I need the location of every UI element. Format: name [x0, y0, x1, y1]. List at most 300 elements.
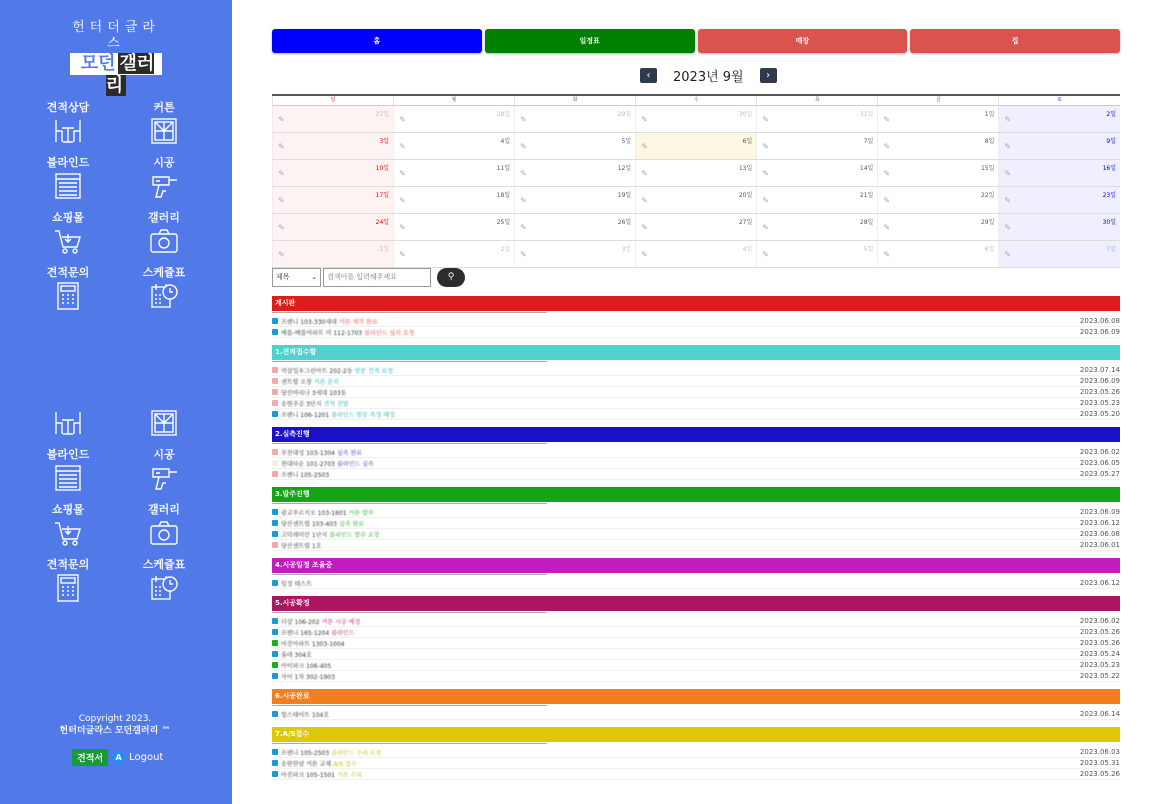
post-title-text: 일정 테스트	[281, 580, 312, 588]
pencil-icon[interactable]: ✎	[762, 196, 769, 205]
pencil-icon[interactable]: ✎	[399, 223, 406, 232]
sidebar-menu-item[interactable]	[28, 156, 108, 201]
post-row[interactable]	[272, 365, 1120, 376]
calendar-day-cell[interactable]	[757, 106, 878, 133]
section-header[interactable]: 6.시공완료	[272, 689, 1120, 704]
post-title-text: 당산센트럴 103-403	[281, 520, 337, 528]
pencil-icon[interactable]: ✎	[399, 142, 406, 151]
pencil-icon[interactable]: ✎	[520, 196, 527, 205]
nav-house-button[interactable]: 집	[910, 29, 1120, 53]
post-date: 2023.06.08	[1079, 317, 1120, 325]
sidebar-menu-label: 견적문의	[46, 558, 90, 571]
post-row[interactable]	[272, 578, 1120, 589]
post-title[interactable]	[281, 628, 1075, 637]
pencil-icon[interactable]: ✎	[641, 169, 648, 178]
search-icon: ⚲	[447, 272, 455, 282]
post-bullet-icon	[272, 771, 278, 777]
post-tag: 커튼 문의	[313, 378, 339, 386]
calendar-day-cell[interactable]	[636, 133, 757, 160]
post-title[interactable]	[281, 770, 1075, 779]
post-title-text: 롯데 304호	[281, 651, 312, 659]
pencil-icon[interactable]: ✎	[278, 142, 285, 151]
post-row[interactable]	[272, 387, 1120, 398]
pencil-icon[interactable]: ✎	[399, 250, 406, 259]
calendar-header	[640, 66, 777, 85]
nav-schedule-button[interactable]: 일정표	[485, 29, 695, 53]
window-icon	[124, 116, 204, 146]
pencil-icon[interactable]: ✎	[883, 169, 891, 178]
calendar-day-cell[interactable]	[636, 241, 757, 268]
post-bullet-icon	[272, 618, 278, 624]
sidebar-menu-label: 견적상담	[46, 101, 90, 114]
post-date: 2023.06.02	[1079, 617, 1120, 625]
day-number: 1일	[984, 111, 995, 118]
day-number: 3일	[621, 246, 632, 253]
post-title[interactable]	[281, 710, 1075, 719]
post-title[interactable]	[281, 508, 1075, 517]
calendar-day-cell[interactable]	[394, 187, 515, 214]
calculator-icon	[28, 573, 108, 603]
day-number: 27일	[375, 111, 390, 118]
post-bullet-icon	[272, 471, 278, 477]
post-date: 2023.05.23	[1079, 661, 1120, 669]
post-tag: 커튼 수리	[336, 771, 363, 779]
pencil-icon[interactable]: ✎	[762, 142, 769, 151]
post-tag: 실측 완료	[338, 520, 365, 528]
post-row[interactable]	[272, 616, 1120, 627]
day-number: 25일	[496, 219, 511, 226]
post-date: 2023.05.26	[1079, 639, 1120, 647]
post-bullet-icon	[272, 389, 278, 395]
post-row[interactable]	[272, 769, 1120, 780]
post-row[interactable]	[272, 398, 1120, 409]
post-tag: 실측 완료	[336, 449, 363, 457]
post-tag: 견적 전달	[323, 400, 349, 408]
post-bullet-icon	[272, 749, 278, 755]
calendar-day-cell[interactable]	[999, 187, 1120, 214]
post-row[interactable]	[272, 458, 1120, 469]
post-title-text: 프렌니 165-1204	[281, 629, 330, 637]
search-input[interactable]: 검색어를 입력해주세요	[323, 268, 431, 287]
post-title[interactable]	[281, 650, 1075, 659]
sidebar-menu-label: 커튼	[153, 101, 175, 114]
post-bullet-icon	[272, 400, 278, 406]
calendar-day-cell[interactable]	[394, 241, 515, 268]
calculator-icon	[28, 281, 108, 311]
calendar-day-cell[interactable]	[636, 214, 757, 241]
pencil-icon[interactable]: ✎	[1004, 196, 1012, 205]
sidebar-menu-item[interactable]	[28, 266, 108, 311]
calendar-day-cell[interactable]	[515, 106, 636, 133]
post-title-text: 송현한양 커튼 교체	[281, 760, 332, 768]
post-title[interactable]	[281, 377, 1075, 386]
post-row[interactable]	[272, 540, 1120, 551]
calendar-day-cell[interactable]	[757, 241, 878, 268]
post-title[interactable]	[281, 759, 1075, 768]
pencil-icon[interactable]: ✎	[883, 142, 891, 151]
logo[interactable]	[70, 20, 162, 95]
logout-link[interactable]: Logout	[129, 752, 164, 763]
day-number: 12일	[617, 165, 632, 172]
calendar-day-cell[interactable]	[999, 160, 1120, 187]
day-number: 2일	[1106, 111, 1116, 118]
post-board	[272, 296, 1120, 787]
sidebar-menu-item[interactable]	[28, 211, 108, 256]
blind-icon	[28, 171, 108, 201]
post-bullet-icon	[272, 629, 278, 635]
post-bullet-icon	[272, 318, 278, 324]
post-title-text: 역삼일우그린아트 202-2동	[281, 367, 353, 375]
post-title-text: 더샵 106-202	[281, 618, 320, 626]
section-header[interactable]: 계시판	[272, 296, 1120, 311]
post-title-text: 광교푸르지오 103-1601	[281, 509, 347, 517]
sidebar-menu-label	[28, 393, 108, 407]
post-row[interactable]	[272, 469, 1120, 480]
post-tag: 블라인드 수리 요청	[331, 749, 382, 757]
pencil-icon[interactable]: ✎	[641, 223, 648, 232]
cart-icon	[28, 518, 108, 548]
post-title-text: 센트럴 오창	[281, 378, 312, 386]
calendar-day-cell[interactable]	[757, 133, 878, 160]
pencil-icon[interactable]: ✎	[1004, 223, 1012, 232]
calendar-day-cell[interactable]	[999, 241, 1120, 268]
day-number: 22일	[980, 192, 995, 199]
pencil-icon[interactable]: ✎	[883, 250, 891, 259]
pencil-icon[interactable]: ✎	[762, 223, 769, 232]
next-month-button[interactable]: ›	[760, 68, 777, 83]
sidebar-menu-item[interactable]	[124, 558, 204, 603]
pencil-icon[interactable]: ✎	[641, 250, 648, 259]
sidebar-menu-item[interactable]	[28, 558, 108, 603]
post-row[interactable]	[272, 758, 1120, 769]
calendar-day-cell[interactable]	[878, 133, 999, 160]
cart-icon	[28, 226, 108, 256]
pencil-icon[interactable]: ✎	[278, 115, 285, 124]
pencil-icon[interactable]: ✎	[1004, 115, 1012, 124]
post-title[interactable]	[281, 366, 1075, 375]
sidebar	[0, 0, 232, 804]
post-title[interactable]	[281, 617, 1075, 626]
prev-month-button[interactable]: ‹	[640, 68, 657, 83]
post-tag: 블라인드 실측	[336, 460, 374, 468]
post-row[interactable]	[272, 671, 1120, 682]
section-header[interactable]: 7.A/S접수	[272, 727, 1120, 742]
calendar-day-cell[interactable]	[394, 106, 515, 133]
logo-box	[70, 53, 162, 96]
section-header[interactable]: 2.실측진행	[272, 427, 1120, 442]
calendar-day-cell[interactable]	[757, 214, 878, 241]
calendar-day-cell[interactable]	[636, 160, 757, 187]
pencil-icon[interactable]: ✎	[520, 223, 527, 232]
calendar-day-cell[interactable]	[999, 214, 1120, 241]
section-divider	[272, 743, 547, 744]
camera-icon	[124, 226, 204, 256]
sidebar-menu-item[interactable]	[28, 101, 108, 146]
post-title-text: 아진아파트 1303-1004	[281, 640, 345, 648]
post-row[interactable]	[272, 627, 1120, 638]
calendar-day-cell[interactable]	[394, 214, 515, 241]
pencil-icon[interactable]: ✎	[520, 250, 527, 259]
calendar-day-cell[interactable]	[878, 241, 999, 268]
day-number: 7일	[863, 138, 874, 145]
section-header[interactable]: 3.발주진행	[272, 487, 1120, 502]
status-section	[272, 296, 1120, 338]
section-divider	[272, 705, 547, 706]
post-row[interactable]	[272, 638, 1120, 649]
post-tag: 블라인드 발주 요청	[329, 531, 380, 539]
search-button[interactable]	[437, 268, 465, 287]
calendar-day-cell[interactable]	[757, 187, 878, 214]
post-title[interactable]	[281, 519, 1075, 528]
sidebar-menu-label	[124, 393, 204, 407]
day-number: 23일	[1102, 192, 1116, 199]
calendar-day-cell[interactable]	[273, 160, 394, 187]
pencil-icon[interactable]: ✎	[641, 115, 648, 124]
day-number: 27일	[738, 219, 753, 226]
post-title[interactable]	[281, 448, 1075, 457]
post-bullet-icon	[272, 520, 278, 526]
day-number: 8일	[984, 138, 995, 145]
calendar-day-cell[interactable]	[273, 106, 394, 133]
post-date: 2023.05.20	[1079, 410, 1120, 418]
day-number: 24일	[375, 219, 390, 226]
day-number: 19일	[617, 192, 632, 199]
calendar-day-cell[interactable]	[999, 106, 1120, 133]
post-row[interactable]	[272, 529, 1120, 540]
sidebar-menu-item[interactable]	[124, 156, 204, 201]
pencil-icon[interactable]: ✎	[278, 223, 285, 232]
weekday-header: 금	[878, 95, 999, 106]
calendar-grid	[272, 94, 1120, 268]
post-title[interactable]	[281, 388, 1075, 397]
post-tag: 커튼 제작 완료	[338, 318, 378, 326]
calendar-day-cell[interactable]	[394, 160, 515, 187]
sidebar-menu-item[interactable]	[28, 448, 108, 493]
post-title-text: 아이파크 106-405	[281, 662, 332, 670]
post-title-text: 프렌니 105-2503	[281, 471, 330, 479]
calendar-week-row	[273, 160, 1121, 187]
post-bullet-icon	[272, 411, 278, 417]
sidebar-menu-label: 쇼핑몰	[52, 503, 84, 516]
post-title[interactable]	[281, 317, 1075, 326]
sidebar-menu-item[interactable]	[124, 448, 204, 493]
camera-icon	[124, 518, 204, 548]
calendar-day-cell[interactable]	[515, 187, 636, 214]
section-divider	[272, 574, 547, 575]
post-row[interactable]	[272, 327, 1120, 338]
pencil-icon[interactable]: ✎	[1004, 250, 1012, 259]
post-row[interactable]	[272, 660, 1120, 671]
post-bullet-icon	[272, 378, 278, 384]
pencil-icon[interactable]: ✎	[1004, 169, 1012, 178]
post-bullet-icon	[272, 509, 278, 515]
pencil-icon[interactable]: ✎	[278, 196, 285, 205]
post-title[interactable]	[281, 579, 1075, 588]
calendar-day-cell[interactable]	[273, 241, 394, 268]
pencil-icon[interactable]: ✎	[520, 169, 527, 178]
day-number: 6일	[742, 138, 753, 145]
post-row[interactable]	[272, 518, 1120, 529]
post-row[interactable]	[272, 447, 1120, 458]
day-number: 6일	[984, 246, 995, 253]
post-date: 2023.06.12	[1079, 579, 1120, 587]
pencil-icon[interactable]: ✎	[641, 142, 648, 151]
post-date: 2023.06.08	[1079, 530, 1120, 538]
sidebar-menu-item[interactable]	[124, 266, 204, 311]
weekday-header: 월	[394, 95, 515, 106]
status-section	[272, 558, 1120, 589]
day-number: 16일	[1102, 165, 1116, 172]
nav-home-button[interactable]: 홈	[272, 29, 482, 53]
sidebar-menu-item[interactable]	[124, 503, 204, 548]
calendar-day-cell[interactable]	[636, 187, 757, 214]
post-date: 2023.05.22	[1079, 672, 1120, 680]
section-header[interactable]: 5.시공확정	[272, 596, 1120, 611]
weekday-header: 화	[515, 95, 636, 106]
day-number: 15일	[980, 165, 995, 172]
chair-table-icon	[28, 408, 108, 438]
post-title-text: 자이 1차 302-1903	[281, 673, 335, 681]
calendar-day-cell[interactable]	[273, 187, 394, 214]
post-title-text: 아진파크 105-1501	[281, 771, 335, 779]
nav-store-button[interactable]: 매장	[698, 29, 908, 53]
post-tag: 블라인드 설치 요청	[364, 329, 415, 337]
post-bullet-icon	[272, 640, 278, 646]
day-number: 10일	[375, 165, 390, 172]
post-row[interactable]	[272, 747, 1120, 758]
post-title[interactable]	[281, 399, 1075, 408]
calendar-day-cell[interactable]	[757, 160, 878, 187]
post-title[interactable]	[281, 541, 1075, 550]
post-bullet-icon	[272, 673, 278, 679]
post-title[interactable]	[281, 748, 1075, 757]
calendar-day-cell[interactable]	[999, 133, 1120, 160]
sidebar-menu-item[interactable]	[124, 211, 204, 256]
post-title-text: 힐스테이트 104호	[281, 711, 330, 719]
calendar-week-row	[273, 214, 1121, 241]
section-header[interactable]: 4.시공일정 조율중	[272, 558, 1120, 573]
post-bullet-icon	[272, 662, 278, 668]
post-title[interactable]	[281, 470, 1075, 479]
pencil-icon[interactable]: ✎	[762, 250, 769, 259]
logo-top-text: 헌터더글라스	[72, 20, 160, 51]
pencil-icon[interactable]: ✎	[641, 196, 648, 205]
status-section	[272, 689, 1120, 720]
post-date: 2023.05.26	[1079, 388, 1120, 396]
calendar-day-cell[interactable]	[878, 160, 999, 187]
post-title[interactable]	[281, 661, 1075, 670]
post-title[interactable]	[281, 328, 1075, 337]
post-row[interactable]	[272, 709, 1120, 720]
post-tag: A/S 접수	[333, 760, 357, 768]
calendar-day-cell[interactable]	[515, 133, 636, 160]
pencil-icon[interactable]: ✎	[399, 115, 406, 124]
post-title[interactable]	[281, 459, 1075, 468]
copyright-brand: 헌터더글라스 모던갤러리 ™	[59, 726, 171, 736]
calendar-day-cell[interactable]	[878, 106, 999, 133]
pencil-icon[interactable]: ✎	[883, 223, 891, 232]
post-title[interactable]	[281, 410, 1075, 419]
post-row[interactable]	[272, 376, 1120, 387]
pencil-icon[interactable]: ✎	[520, 115, 527, 124]
post-date: 2023.05.26	[1079, 770, 1120, 778]
post-title[interactable]	[281, 672, 1075, 681]
pencil-icon[interactable]: ✎	[520, 142, 527, 151]
status-section	[272, 596, 1120, 682]
post-title-text: 부천대성 103-1304	[281, 449, 335, 457]
pencil-icon[interactable]: ✎	[278, 250, 285, 259]
day-number: 29일	[617, 111, 632, 118]
post-row[interactable]	[272, 649, 1120, 660]
day-number: 31일	[859, 111, 874, 118]
sidebar-menu-item[interactable]	[124, 393, 204, 438]
search-field-select[interactable]	[272, 268, 321, 287]
post-bullet-icon	[272, 580, 278, 586]
day-number: 4일	[742, 246, 753, 253]
sidebar-menu-label: 스케쥴표	[142, 266, 186, 279]
calendar-day-cell[interactable]	[636, 106, 757, 133]
calendar-day-cell[interactable]	[878, 187, 999, 214]
post-row[interactable]	[272, 316, 1120, 327]
section-divider	[272, 503, 547, 504]
calendar-day-cell[interactable]	[878, 214, 999, 241]
section-divider	[272, 312, 547, 313]
pencil-icon[interactable]: ✎	[1004, 142, 1012, 151]
quote-button[interactable]: 견적서	[72, 749, 108, 766]
post-date: 2023.06.02	[1079, 448, 1120, 456]
post-title-text: 베를-베를아파트 미 112-1703	[281, 329, 363, 337]
calendar-day-cell[interactable]	[273, 133, 394, 160]
status-section	[272, 487, 1120, 551]
copyright	[40, 713, 190, 737]
section-header[interactable]: 1.견적접수함	[272, 345, 1120, 360]
post-title[interactable]	[281, 530, 1075, 539]
post-title-text: 고덕래미안 1단지	[281, 531, 328, 539]
sidebar-menu-item[interactable]	[28, 503, 108, 548]
sidebar-menu-label: 블라인드	[46, 156, 90, 169]
pencil-icon[interactable]: ✎	[399, 196, 406, 205]
post-bullet-icon	[272, 460, 278, 466]
calendar-day-cell[interactable]	[515, 214, 636, 241]
calendar-day-cell[interactable]	[273, 214, 394, 241]
post-title[interactable]	[281, 639, 1075, 648]
drill-icon	[124, 463, 204, 493]
post-bullet-icon	[272, 651, 278, 657]
pencil-icon[interactable]: ✎	[883, 196, 891, 205]
sidebar-menu-item[interactable]	[28, 393, 108, 438]
post-row[interactable]	[272, 507, 1120, 518]
day-number: 7일	[1106, 246, 1116, 253]
post-date: 2023.06.05	[1079, 459, 1120, 467]
pencil-icon[interactable]: ✎	[762, 115, 769, 124]
pencil-icon[interactable]: ✎	[278, 169, 285, 178]
calendar-day-cell[interactable]	[515, 160, 636, 187]
post-row[interactable]	[272, 409, 1120, 420]
calendar-week-row	[273, 187, 1121, 214]
pencil-icon[interactable]: ✎	[762, 169, 769, 178]
calendar-day-cell[interactable]	[515, 241, 636, 268]
sidebar-menu-item[interactable]	[124, 101, 204, 146]
pencil-icon[interactable]: ✎	[399, 169, 406, 178]
calendar-clock-icon	[124, 281, 204, 311]
window-icon	[124, 408, 204, 438]
pencil-icon[interactable]: ✎	[883, 115, 891, 124]
post-date: 2023.06.09	[1079, 377, 1120, 385]
weekday-header: 목	[757, 95, 878, 106]
account-icon[interactable]: A	[112, 751, 125, 764]
calendar-day-cell[interactable]	[394, 133, 515, 160]
day-number: 5일	[621, 138, 632, 145]
